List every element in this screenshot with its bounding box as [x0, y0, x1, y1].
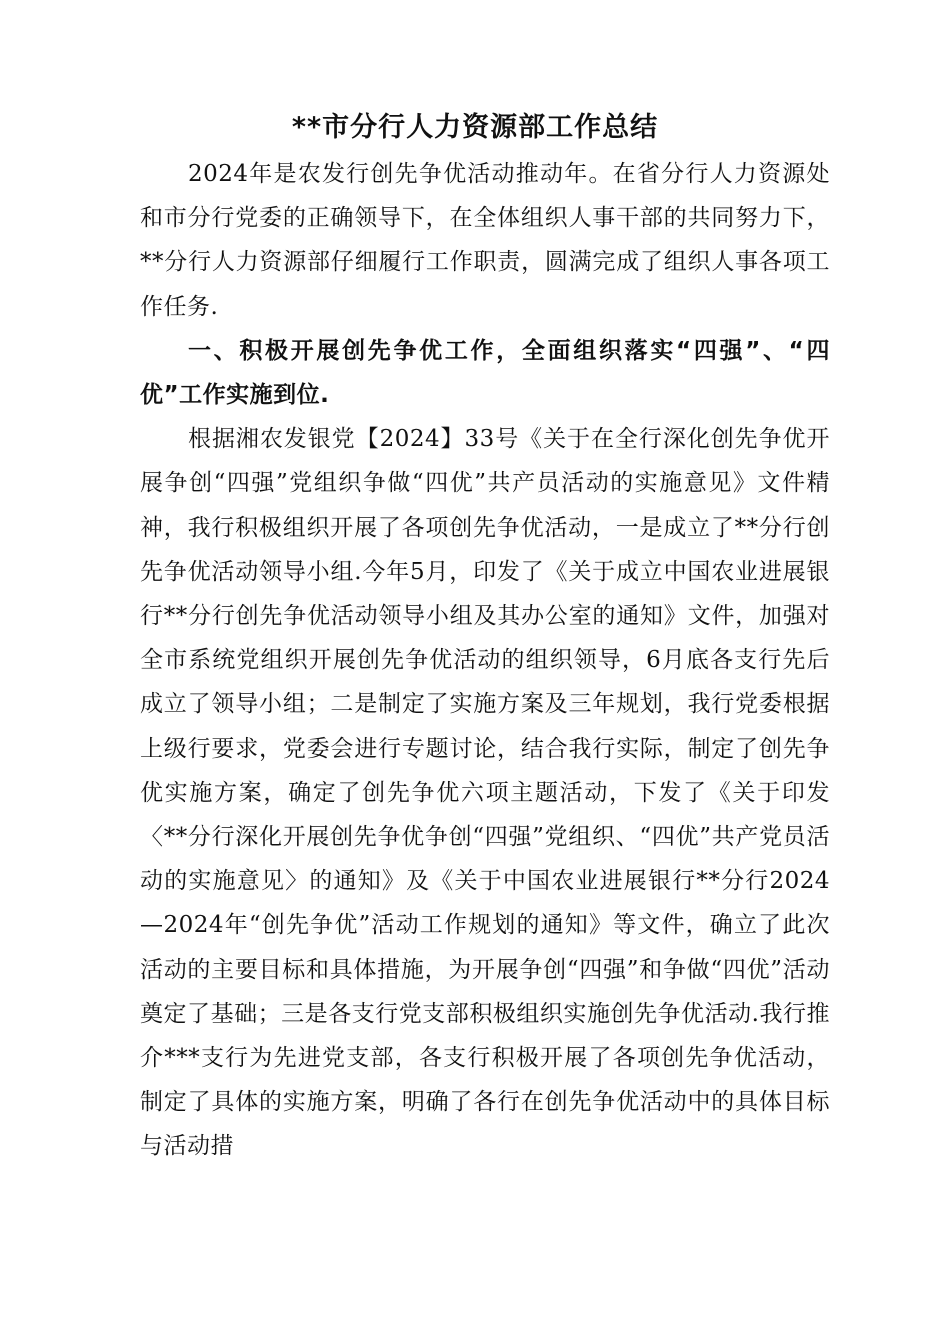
section-1-heading: 一、积极开展创先争优工作，全面组织落实“四强”、“四优”工作实施到位. — [140, 337, 830, 409]
section-1-paragraph: 根据湘农发银党【2024】33号《关于在全行深化创先争优开展争创“四强”党组织争做“四优”共产员活动的实施意见》文件精神，我行积极组织开展了各项创先争优活动，一是成立了**分行创先争优活动领导小组.今年5月，印发了《关于成立中国农业进展银行**分行创先争优活动领导小组及其办公室的通知》文件，加强对全市系统党组织开展创先争优活动的组织领导，6月底各支行先后成立了领导小组；二是制定了实施方案及三年规划，我行党委根据上级行要求，党委会进行专题讨论，结合我行实际，制定了创先争优实施方案，确定了创先争优六项主题活动，下发了《关于印发〈**分行深化开展创先争优争创“四强”党组织、“四优”共产党员活动的实施意见〉的通知》及《关于中国农业进展银行**分行2024—2024年“创先争优”活动工作规划的通知》等文件，确立了此次活动的主要目标和具体措施，为开展争创“四强”和争做“四优”活动奠定了基础；三是各支行党支部积极组织实施创先争优活动.我行推介***支行为先进党支部，各支行积极开展了各项创先争优活动，制定了具体的实施方案，明确了各行在创先争优活动中的具体目标与活动措 — [140, 426, 830, 1160]
intro-paragraph: 2024年是农发行创先争优活动推动年。在省分行人力资源处和市分行党委的正确领导下，在全体组织人事干部的共同努力下，**分行人力资源部仔细履行工作职责，圆满完成了组织人事各项工作任务. — [140, 161, 830, 320]
document-body — [140, 152, 830, 1169]
document-title: **市分行人力资源部工作总结 — [291, 112, 659, 143]
